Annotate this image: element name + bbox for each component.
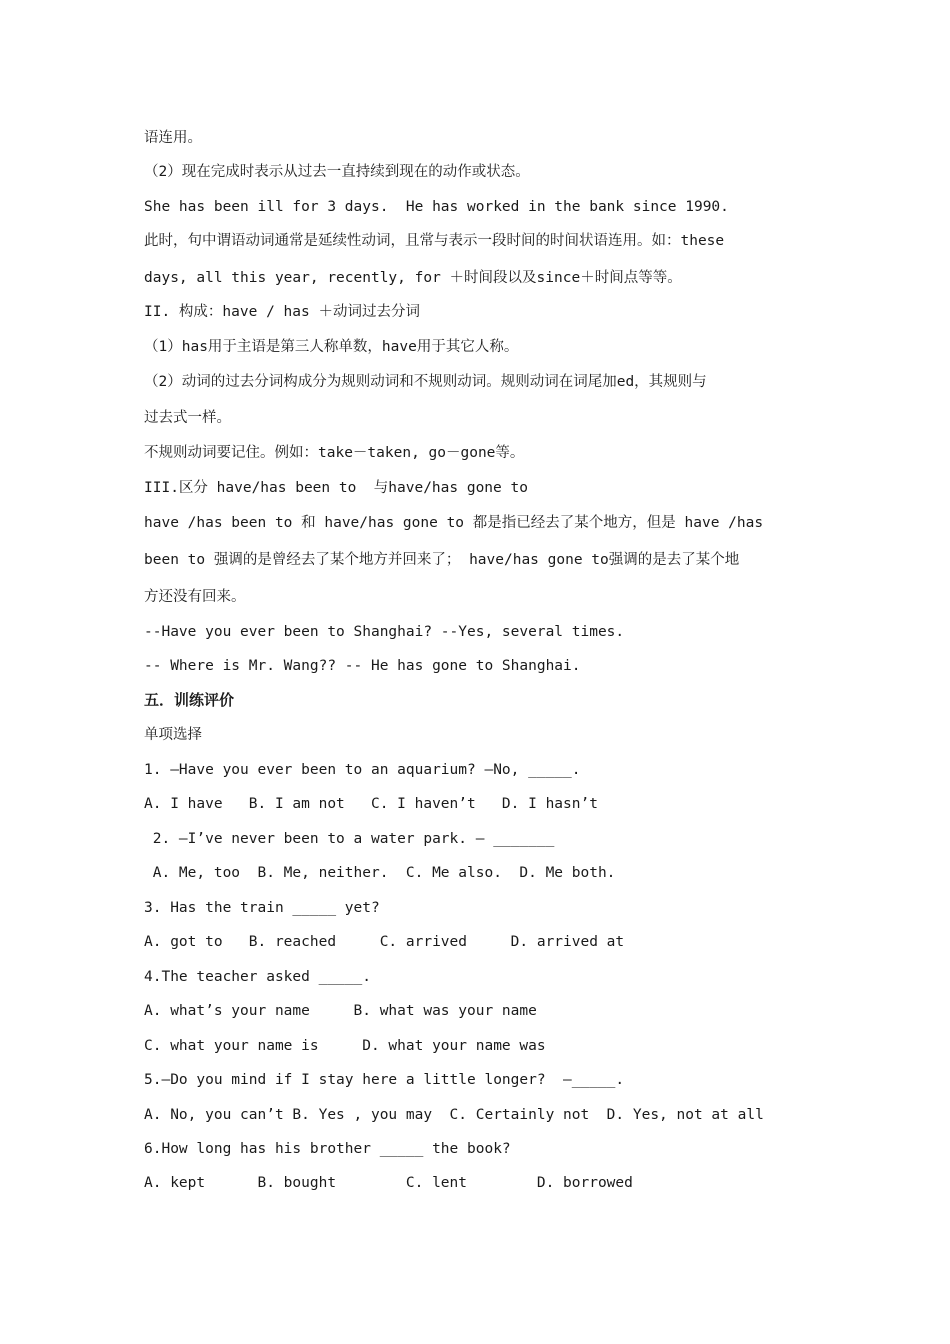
question-1: 1. —Have you ever been to an aquarium? —No, _____. <box>144 762 581 778</box>
question-2-options: A. Me, too B. Me, neither. C. Me also. D. Me both. <box>144 865 616 881</box>
text-line: 过去式一样。 <box>144 410 231 426</box>
example-line: --Have you ever been to Shanghai? --Yes, several times. <box>144 624 625 640</box>
section-heading-training: 五．训练评价 <box>144 691 235 709</box>
question-6: 6.How long has his brother _____ the book? <box>144 1141 511 1157</box>
question-1-options: A. I have B. I am not C. I haven’t D. I hasn’t <box>144 796 598 812</box>
question-4-options-a-b: A. what’s your name B. what was your name <box>144 1003 537 1019</box>
question-4: 4.The teacher asked _____. <box>144 969 371 985</box>
example-line: -- Where is Mr. Wang?? -- He has gone to Shanghai. <box>144 658 581 674</box>
text-line: （2）动词的过去分词构成分为规则动词和不规则动词。规则动词在词尾加ed，其规则与 <box>144 374 707 390</box>
subheading-multiple-choice: 单项选择 <box>144 727 202 743</box>
question-4-options-c-d: C. what your name is D. what your name was <box>144 1038 546 1054</box>
section-heading-structure: II. 构成：have / has ＋动词过去分词 <box>144 304 420 320</box>
text-line: She has been ill for 3 days. He has worked in the bank since 1990. <box>144 199 729 215</box>
text-line: 语连用。 <box>144 130 202 146</box>
question-5: 5.—Do you mind if I stay here a little longer? —_____. <box>144 1072 625 1088</box>
question-3: 3. Has the train _____ yet? <box>144 900 380 916</box>
text-line: 不规则动词要记住。例如：take－taken, go－gone等。 <box>144 445 525 461</box>
question-3-options: A. got to B. reached C. arrived D. arrived at <box>144 934 625 950</box>
text-line: 此时，句中谓语动词通常是延续性动词，且常与表示一段时间的时间状语连用。如：these <box>144 233 725 249</box>
text-line: been to 强调的是曾经去了某个地方并回来了； have/has gone to强调的是去了某个地 <box>144 552 740 568</box>
text-line: days, all this year, recently, for ＋时间段以及since＋时间点等等。 <box>144 270 682 286</box>
question-6-options: A. kept B. bought C. lent D. borrowed <box>144 1175 633 1191</box>
section-heading-distinguish: III.区分 have/has been to 与have/has gone to <box>144 480 528 496</box>
text-line: 方还没有回来。 <box>144 589 246 605</box>
text-line: （2）现在完成时表示从过去一直持续到现在的动作或状态。 <box>144 164 530 180</box>
text-line: have /has been to 和 have/has gone to 都是指已经去了某个地方，但是 have /has <box>144 515 764 531</box>
question-5-options: A. No, you can’t B. Yes , you may C. Certainly not D. Yes, not at all <box>144 1107 764 1123</box>
text-line: （1）has用于主语是第三人称单数，have用于其它人称。 <box>144 339 519 355</box>
question-2: 2. —I’ve never been to a water park. — _______ <box>144 831 555 847</box>
